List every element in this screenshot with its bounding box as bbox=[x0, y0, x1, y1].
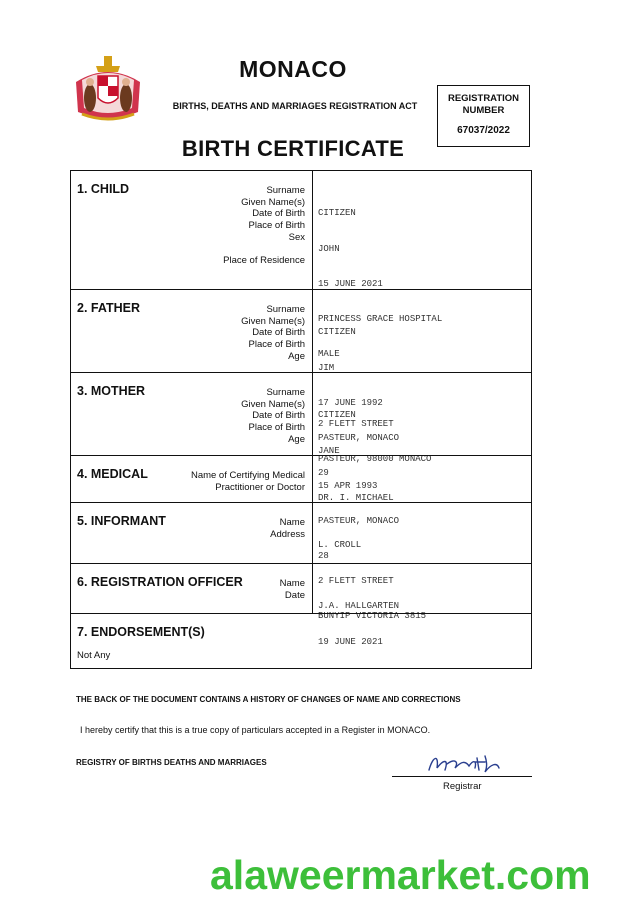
value-registration-date: 19 JUNE 2021 bbox=[318, 636, 383, 647]
label-given-names: Given Name(s) bbox=[241, 398, 305, 410]
column-divider bbox=[312, 564, 313, 613]
label-surname: Surname bbox=[266, 185, 305, 196]
label-name: Name bbox=[279, 517, 305, 528]
registrar-label: Registrar bbox=[443, 781, 482, 792]
label-date: Date bbox=[284, 589, 305, 601]
value-date-of-birth: 15 APR 1993 bbox=[318, 480, 378, 491]
value-given-names: JOHN bbox=[318, 243, 340, 254]
certification-statement: I hereby certify that this is a true copy of particulars accepted in a Register in MONACO. bbox=[80, 725, 431, 735]
label-given-names: Given Name(s) bbox=[241, 196, 305, 208]
value-surname: CITIZEN bbox=[318, 208, 356, 219]
label-date-of-birth: Date of Birth bbox=[252, 410, 305, 422]
value-date-of-birth: 15 JUNE 2021 bbox=[318, 278, 383, 289]
label-date-of-birth: Date of Birth bbox=[252, 208, 305, 220]
value-place-of-birth: PRINCESS GRACE HOSPITAL bbox=[318, 313, 443, 324]
label-place-of-birth: Place of Birth bbox=[248, 422, 305, 434]
registrar-signature bbox=[425, 752, 505, 776]
label-name: Name bbox=[279, 578, 305, 589]
value-sex: MALE bbox=[318, 348, 340, 359]
value-age: 28 bbox=[318, 550, 329, 561]
column-divider bbox=[312, 290, 313, 372]
section-title: 1. CHILD bbox=[77, 182, 130, 196]
label-date-of-birth: Date of Birth bbox=[252, 327, 305, 339]
section-title: 7. ENDORSEMENT(S) bbox=[77, 625, 205, 639]
value-officer-name: J.A. HALLGARTEN bbox=[318, 601, 400, 612]
section-endorsements bbox=[70, 610, 532, 669]
value-address-line2: BUNYIP VICTORIA 3815 bbox=[318, 610, 427, 621]
label-surname: Surname bbox=[266, 387, 305, 398]
registration-label-line2: NUMBER bbox=[462, 105, 505, 116]
back-of-document-note: THE BACK OF THE DOCUMENT CONTAINS A HISTORY OF CHANGES OF NAME AND CORRECTIONS bbox=[76, 695, 461, 704]
value-given-names: JANE bbox=[318, 445, 340, 456]
registration-act: BIRTHS, DEATHS AND MARRIAGES REGISTRATION ACT bbox=[172, 101, 418, 111]
column-divider bbox=[312, 503, 313, 563]
value-age: 29 bbox=[318, 467, 329, 478]
label-certifying-practitioner-line1: Name of Certifying Medical bbox=[190, 470, 305, 481]
value-name: L. CROLL bbox=[318, 540, 362, 551]
value-date-of-birth: 17 JUNE 1992 bbox=[318, 397, 383, 408]
label-age: Age bbox=[288, 433, 305, 445]
label-certifying-practitioner-line2: Practitioner or Doctor bbox=[215, 481, 305, 493]
column-divider bbox=[312, 171, 313, 289]
label-address: Address bbox=[270, 528, 305, 540]
column-divider bbox=[312, 456, 313, 502]
field-labels bbox=[270, 517, 305, 540]
label-place-of-residence: Place of Residence bbox=[223, 255, 305, 267]
label-place-of-birth: Place of Birth bbox=[248, 339, 305, 351]
value-surname: CITIZEN bbox=[318, 410, 356, 421]
signature-line bbox=[392, 776, 532, 777]
registration-number-box bbox=[437, 85, 530, 147]
field-labels bbox=[223, 185, 305, 267]
label-age: Age bbox=[288, 350, 305, 362]
section-title: 2. FATHER bbox=[77, 301, 140, 315]
field-labels bbox=[241, 387, 305, 446]
field-labels bbox=[241, 304, 305, 363]
column-divider bbox=[312, 373, 313, 455]
value-place-of-birth: PASTEUR, MONACO bbox=[318, 515, 400, 526]
label-place-of-birth: Place of Birth bbox=[248, 220, 305, 232]
value-surname: CITIZEN bbox=[318, 327, 356, 338]
value-place-of-birth: PASTEUR, MONACO bbox=[318, 432, 400, 443]
monaco-coat-of-arms bbox=[68, 52, 148, 126]
value-address-line1: 2 FLETT STREET bbox=[318, 575, 394, 586]
label-sex: Sex bbox=[288, 231, 305, 243]
watermark-text: alaweermarket.com bbox=[210, 852, 591, 898]
registration-label-line1: REGISTRATION bbox=[447, 93, 520, 104]
field-labels bbox=[280, 578, 305, 601]
value-residence-line2: PASTEUR, 98000 MONACO bbox=[318, 454, 432, 465]
registration-number: 67037/2022 bbox=[457, 125, 510, 136]
label-given-names: Given Name(s) bbox=[241, 315, 305, 327]
registry-name: REGISTRY OF BIRTHS DEATHS AND MARRIAGES bbox=[76, 758, 267, 767]
section-medical bbox=[70, 455, 532, 503]
section-title: 4. MEDICAL bbox=[77, 467, 148, 481]
country-name: MONACO bbox=[239, 56, 347, 82]
section-title: 6. REGISTRATION OFFICER bbox=[77, 575, 243, 589]
document-title: BIRTH CERTIFICATE bbox=[181, 136, 405, 161]
value-practitioner: DR. I. MICHAEL bbox=[318, 493, 394, 504]
label-surname: Surname bbox=[266, 304, 305, 315]
field-labels bbox=[191, 470, 305, 493]
section-title: 5. INFORMANT bbox=[77, 514, 166, 528]
value-given-names: JIM bbox=[318, 362, 335, 373]
section-title: 3. MOTHER bbox=[77, 384, 146, 398]
endorsement-text: Not Any bbox=[77, 650, 111, 661]
value-residence-line1: 2 FLETT STREET bbox=[318, 419, 394, 430]
